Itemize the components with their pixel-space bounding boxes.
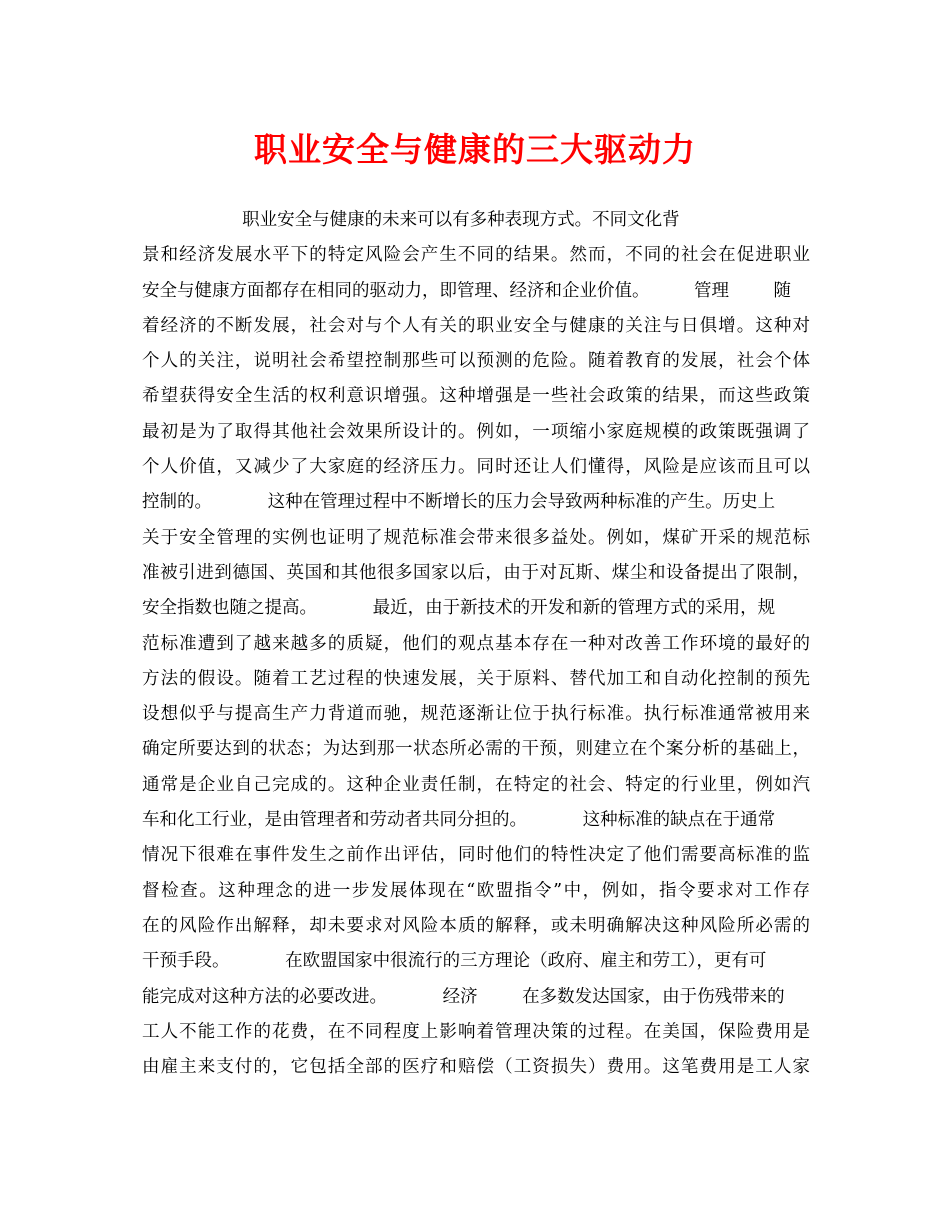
body-line: 督检查。这种理念的进一步发展体现在“欧盟指令”中，例如，指令要求对工作存 [142,880,810,901]
body-line: 在的风险作出解释，却未要求对风险本质的解释，或未明确解决这种风险所必需的 [142,915,810,936]
body-line: 安全与健康方面都存在相同的驱动力，即管理、经济和企业价值。 管理 随 [142,280,792,301]
body-line: 车和化工行业，是由管理者和劳动者共同分担的。 这种标准的缺点在于通常 [142,810,776,831]
body-line: 范标准遭到了越来越多的质疑，他们的观点基本存在一种对改善工作环境的最好的 [142,633,810,654]
body-line: 情况下很难在事件发生之前作出评估，同时他们的特性决定了他们需要高标准的监 [142,845,810,866]
body-line: 工人不能工作的花费，在不同程度上影响着管理决策的过程。在美国，保险费用是 [142,1021,810,1042]
body-line: 景和经济发展水平下的特定风险会产生不同的结果。然而，不同的社会在促进职业 [142,245,810,266]
document-body [142,203,810,1085]
body-line: 安全指数也随之提高。 最近，由于新技术的开发和新的管理方式的采用，规 [142,598,776,619]
body-line: 通常是企业自己完成的。这种企业责任制，在特定的社会、特定的行业里，例如汽 [142,774,810,795]
body-line: 希望获得安全生活的权利意识增强。这种增强是一些社会政策的结果，而这些政策 [142,386,810,407]
body-line: 准被引进到德国、英国和其他很多国家以后，由于对瓦斯、煤尘和设备提出了限制， [142,562,810,583]
body-line: 能完成对这种方法的必要改进。 经济 在多数发达国家，由于伤残带来的 [142,986,785,1007]
body-line: 设想似乎与提高生产力背道而驰，规范逐渐让位于执行标准。执行标准通常被用来 [142,704,810,725]
body-line: 确定所要达到的状态；为达到那一状态所必需的干预，则建立在个案分析的基础上， [142,739,810,760]
body-line: 着经济的不断发展，社会对与个人有关的职业安全与健康的关注与日俱增。这种对 [142,315,810,336]
body-line: 方法的假设。随着工艺过程的快速发展，关于原料、替代加工和自动化控制的预先 [142,668,810,689]
body-line: 关于安全管理的实例也证明了规范标准会带来很多益处。例如，煤矿开采的规范标 [142,527,810,548]
body-line: 控制的。 这种在管理过程中不断增长的压力会导致两种标准的产生。历史上 [142,492,776,513]
body-line: 个人的关注，说明社会希望控制那些可以预测的危险。随着教育的发展，社会个体 [142,351,810,372]
body-line: 最初是为了取得其他社会效果所设计的。例如，一项缩小家庭规模的政策既强调了 [142,421,810,442]
body-line: 职业安全与健康的未来可以有多种表现方式。不同文化背 [142,210,680,230]
document-title: 职业安全与健康的三大驱动力 [254,130,696,169]
body-line: 由雇主来支付的，它包括全部的医疗和赔偿（工资损失）费用。这笔费用是工人家 [142,1057,810,1078]
body-line: 干预手段。 在欧盟国家中很流行的三方理论（政府、雇主和劳工），更有可 [142,951,767,972]
body-line: 个人价值，又减少了大家庭的经济压力。同时还让人们懂得，风险是应该而且可以 [142,457,810,478]
